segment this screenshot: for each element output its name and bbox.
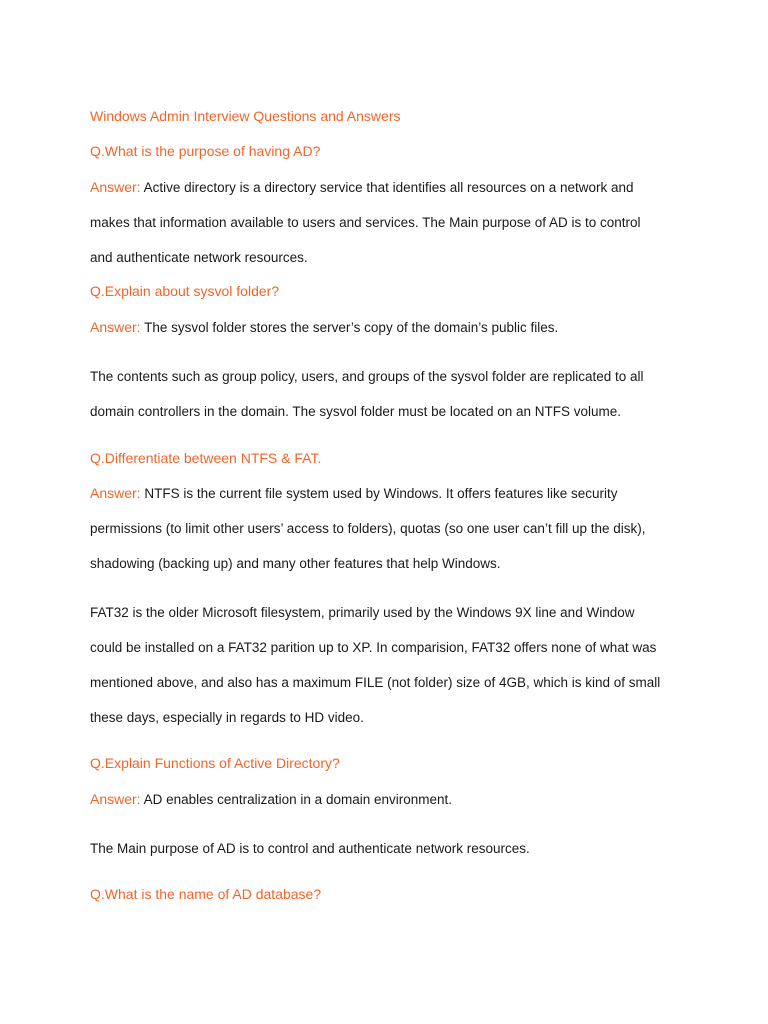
answer-text: The sysvol folder stores the server’s copy of the domain’s public files. (140, 320, 559, 335)
answer-text: AD enables centralization in a domain environment. (140, 792, 453, 807)
paragraph-line: The contents such as group policy, users, and groups of the sysvol folder are replicated to all (90, 369, 644, 384)
answer-line (90, 170, 690, 205)
answer-line (90, 476, 690, 511)
answer-line (90, 782, 690, 817)
paragraph (90, 359, 690, 429)
answer-line: makes that information available to users and services. The Main purpose of AD is to control (90, 215, 641, 230)
answer-block (90, 476, 690, 581)
document-title: Windows Admin Interview Questions and Answers (90, 108, 401, 124)
paragraph-line: these days, especially in regards to HD video. (90, 710, 364, 725)
paragraph-line: The Main purpose of AD is to control and authenticate network resources. (90, 841, 530, 856)
paragraph-line: FAT32 is the older Microsoft filesystem, primarily used by the Windows 9X line and Window (90, 605, 635, 620)
answer-line (90, 310, 690, 345)
answer-text: NTFS is the current file system used by Windows. It offers features like security (140, 486, 618, 501)
paragraph-line: mentioned above, and also has a maximum FILE (not folder) size of 4GB, which is kind of small (90, 675, 661, 690)
question-heading: Q.Explain about sysvol folder? (90, 283, 280, 299)
answer-text: Active directory is a directory service that identifies all resources on a network and (140, 180, 634, 195)
answer-line: and authenticate network resources. (90, 250, 308, 265)
paragraph-line: could be installed on a FAT32 parition up to XP. In comparision, FAT32 offers none of what was (90, 640, 657, 655)
question-heading: Q.Differentiate between NTFS & FAT. (90, 450, 322, 466)
answer-label: Answer: (90, 791, 141, 807)
paragraph (90, 831, 690, 866)
question-heading: Q.What is the purpose of having AD? (90, 143, 321, 159)
answer-label: Answer: (90, 485, 141, 501)
paragraph (90, 595, 690, 735)
answer-block (90, 310, 690, 345)
question-heading: Q.Explain Functions of Active Directory? (90, 755, 340, 771)
question-heading: Q.What is the name of AD database? (90, 886, 322, 902)
answer-label: Answer: (90, 179, 141, 195)
answer-line: permissions (to limit other users’ access to folders), quotas (so one user can’t fill up the disk), (90, 521, 646, 536)
answer-block (90, 782, 690, 817)
paragraph-line: domain controllers in the domain. The sysvol folder must be located on an NTFS volume. (90, 404, 622, 419)
answer-line: shadowing (backing up) and many other features that help Windows. (90, 556, 501, 571)
answer-label: Answer: (90, 319, 141, 335)
answer-block (90, 170, 690, 275)
